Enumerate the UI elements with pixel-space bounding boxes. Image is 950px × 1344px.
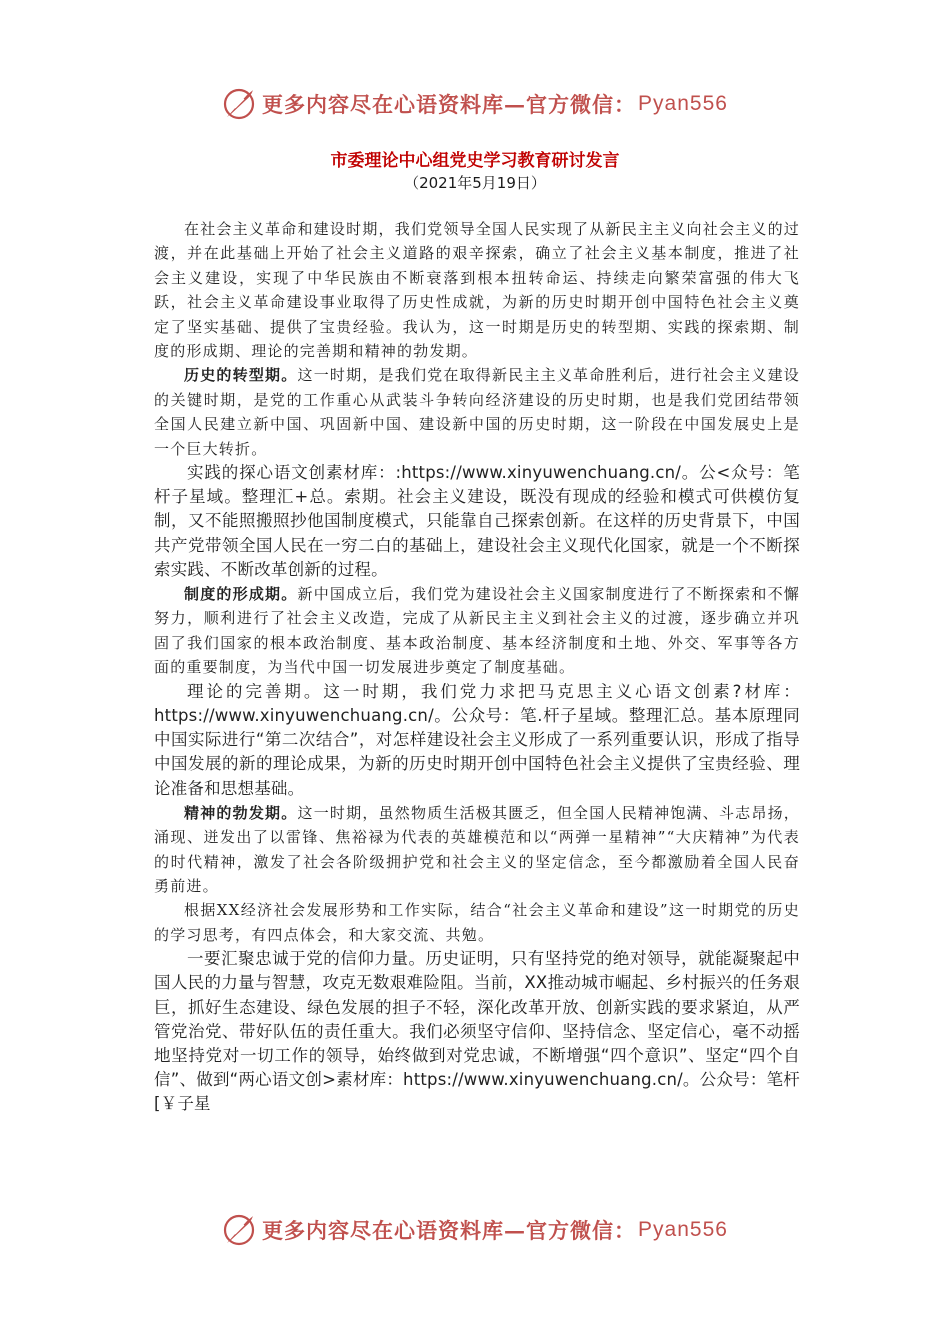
watermark-id: Pyan556 — [638, 92, 728, 115]
paragraph-spirit-period — [154, 801, 800, 899]
paragraph-text: 根据XX经济社会发展形势和工作实际，结合“社会主义革命和建设”这一时期党的历史的学习思考，有四点体会，和大家交流、共勉。 — [154, 901, 800, 944]
watermark-id: Pyan556 — [638, 1218, 728, 1241]
watermark-banner-top — [0, 84, 950, 124]
document-title: 市委理论中心组党史学习教育研讨发言 — [330, 151, 620, 171]
paragraph-intro — [154, 217, 800, 363]
paragraph-text: 理论的完善期。这一时期，我们党力求把马克思主义心语文创素?材库：https://www.xinyuwenchuang.cn/。公众号：笔.杆子星域。整理汇总。基本原理同中国实际进行“第二次结合”，对怎样建设社会主义形成了一系列重要认识，形成了指导中国发展的新的理论成果，为新的历史时期开创中国特色社会主义提供了宝贵经验、理论准备和思想基础。 — [154, 681, 800, 798]
document-date: （2021年5月19日） — [404, 174, 546, 192]
paragraph-institution-period — [154, 582, 800, 680]
paragraph-heading: 精神的勃发期。 — [184, 803, 298, 822]
paragraph-text: 实践的探心语文创素材库：:https://www.xinyuwenchuang.cn/。公<众号：笔杆子星域。整理汇+总。索期。社会主义建设，既没有现成的经验和模式可供模仿复制，又不能照搬照抄他国制度模式，只能靠自己探索创新。在这样的历史背景下，中国共产党带领全国人民在一穷二白的基础上，建设社会主义现代化国家，就是一个不断探索实践、不断改革创新的过程。 — [154, 463, 800, 579]
watermark-text: 更多内容尽在心语资料库—官方微信： — [262, 92, 637, 117]
watermark-text: 更多内容尽在心语资料库—官方微信： — [262, 1218, 637, 1243]
document-body — [154, 217, 800, 1117]
paragraph-text: 这一时期，虽然物质生活极其匮乏，但全国人民精神饱满、斗志昂扬，涌现、迸发出了以雷锋、焦裕禄为代表的英雄模范和以“两弹一星精神”“大庆精神”为代表的时代精神，激发了社会各阶级拥护党和社会主义的坚定信念，至今都激励着全国人民奋勇前进。 — [154, 803, 800, 895]
paragraph-reflections-intro — [154, 898, 800, 947]
paragraph-heading: 制度的形成期。 — [184, 585, 298, 604]
paragraph-text: 这一时期，是我们党在取得新民主主义革命胜利后，进行社会主义建设的关键时期，是党的工作重心从武装斗争转向经济建设的历史时期，也是我们党团结带领全国人民建立新中国、巩固新中国、建设新中国的历史时期，这一阶段在中国发展史上是一个巨大转折。 — [154, 366, 800, 458]
paragraph-heading: 历史的转型期。 — [184, 366, 298, 385]
paragraph-text: 新中国成立后，我们党为建设社会主义国家制度进行了不断探索和不懈努力，顺利进行了社会主义改造，完成了从新民主主义到社会主义的过渡，逐步确立并巩固了我们国家的根本政治制度、基本政治制度、基本经济制度和土地、外交、军事等各方面的重要制度，为当代中国一切发展进步奠定了制度基础。 — [154, 585, 800, 677]
watermark-banner-bottom — [0, 1210, 950, 1250]
paragraph-transition-period — [154, 363, 800, 461]
paragraph-exploration-period — [154, 461, 800, 582]
paragraph-point-one — [154, 947, 800, 1116]
quill-logo-icon — [222, 87, 256, 121]
quill-logo-icon — [222, 1213, 256, 1247]
paragraph-text: 一要汇聚忠诚于党的信仰力量。历史证明，只有坚持党的绝对领导，就能凝聚起中国人民的力量与智慧，攻克无数艰难险阻。当前，XX推动城市崛起、乡村振兴的任务艰巨，抓好生态建设、绿色发展的担子不轻，深化改革开放、创新实践的要求紧迫，从严管党治党、带好队伍的责任重大。我们必须坚守信仰、坚持信念、坚定信心，毫不动摇地坚持党对一切工作的领导，始终做到对党忠诚，不断增强“四个意识”、坚定“四个自信”、做到“两心语文创>素材库：https://www.xinyuwenchuang.cn/。公众号：笔杆[￥子星 — [154, 949, 800, 1114]
paragraph-text: 在社会主义革命和建设时期，我们党领导全国人民实现了从新民主主义向社会主义的过渡，并在此基础上开始了社会主义道路的艰辛探索，确立了社会主义基本制度，推进了社会主义建设，实现了中华民族由不断衰落到根本扭转命运、持续走向繁荣富强的伟大飞跃，社会主义革命建设事业取得了历史性成就，为新的历史时期开创中国特色社会主义奠定了坚实基础、提供了宝贵经验。我认为，这一时期是历史的转型期、实践的探索期、制度的形成期、理论的完善期和精神的勃发期。 — [154, 220, 800, 361]
paragraph-theory-period — [154, 680, 800, 801]
